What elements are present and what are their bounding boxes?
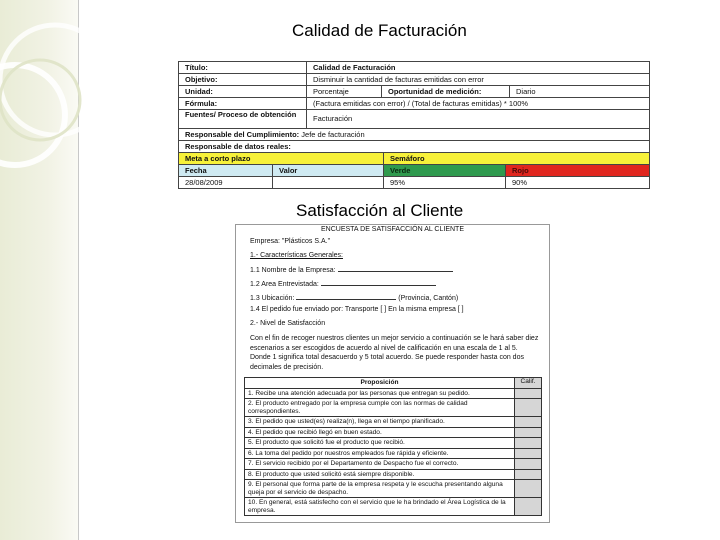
table-row [245, 497, 541, 515]
table-row [245, 458, 541, 469]
decorative-rings [0, 0, 150, 200]
verde-value: 95% [383, 177, 505, 188]
proposition-table [244, 377, 542, 516]
slide-title-billing: Calidad de Facturación [292, 21, 467, 40]
question-1-3 [250, 293, 458, 302]
row-value: Diario [509, 86, 650, 97]
question-1-3-options: (Provincia, Cantón) [398, 295, 459, 302]
table-row [178, 97, 650, 109]
row-label: Fórmula: [178, 98, 306, 109]
table-row [178, 85, 650, 97]
proposition-text: 10. En general, está satisfecho con el servicio que le ha brindado el Área Logística de la empresa. [248, 499, 506, 514]
table-row [178, 152, 650, 164]
question-1-1-label: 1.1 Nombre de la Empresa: [250, 267, 336, 274]
table-row [245, 469, 541, 480]
fecha-value: 28/08/2009 [178, 177, 272, 188]
table-row [245, 448, 541, 459]
table-row [178, 73, 650, 85]
proposition-text: 3. El pedido que usted(es) realiza(n), llega en el tiempo planificado. [248, 418, 445, 425]
proposition-text: 2. El producto entregado por la empresa cumple con las normas de calidad correspondientes. [248, 400, 468, 415]
survey-section-1: 1.- Características Generales: [250, 252, 343, 259]
company-name-field[interactable] [338, 265, 453, 272]
table-row [245, 427, 541, 438]
score-cell[interactable] [514, 428, 541, 438]
score-cell[interactable] [514, 480, 541, 497]
row-label: Título: [178, 62, 306, 73]
proposition-text: 8. El producto que usted solicitó está siempre disponible. [248, 470, 415, 478]
rojo-value: 90% [505, 177, 650, 188]
score-cell[interactable] [514, 449, 541, 459]
semaforo-label: Semáforo [383, 153, 650, 164]
row-value: Jefe de facturación [301, 130, 365, 139]
proposition-text: 9. El personal que forma parte de la empresa respeta y le escucha presentando alguna queja por el servicio de despacho. [248, 481, 503, 496]
survey-company: Empresa: "Plásticos S.A." [250, 238, 331, 245]
score-cell[interactable] [514, 459, 541, 469]
table-row [245, 388, 541, 399]
proposition-text: 4. El pedido que recibió llegó en buen estado. [248, 428, 382, 436]
score-cell[interactable] [514, 438, 541, 448]
row-value: Facturación [306, 110, 650, 128]
slide-title-satisfaction: Satisfacción al Cliente [296, 201, 464, 220]
rojo-header: Rojo [505, 165, 650, 176]
survey-section-2: 2.- Nivel de Satisfacción [250, 320, 326, 327]
fecha-header: Fecha [178, 165, 272, 176]
proposition-text: 1. Recibe una atención adecuada por las personas que entregan su pedido. [248, 389, 470, 397]
indicator-table [178, 61, 650, 189]
row-label: Responsable de datos reales: [178, 141, 650, 152]
row-value: Calidad de Facturación [306, 62, 650, 73]
meta-label: Meta a corto plazo [178, 153, 383, 164]
row-label [178, 129, 650, 140]
survey-form [235, 224, 550, 523]
table-row [245, 398, 541, 416]
score-cell[interactable] [514, 498, 541, 515]
table-row [178, 140, 650, 152]
question-1-3-label: 1.3 Ubicación: [250, 295, 295, 302]
table-row [178, 109, 650, 128]
row-label: Oportunidad de medición: [381, 86, 509, 97]
table-row [245, 437, 541, 448]
row-label-text: Responsable del Cumplimiento: [185, 130, 300, 139]
valor-value [272, 177, 383, 188]
table-row [245, 479, 541, 497]
row-label: Fuentes/ Proceso de obtención [178, 110, 306, 128]
row-value: (Factura emitidas con error) / (Total de facturas emitidas) * 100% [306, 98, 650, 109]
score-cell[interactable] [514, 399, 541, 416]
table-row [178, 128, 650, 140]
row-value: Porcentaje [306, 86, 381, 97]
proposition-table-header [245, 378, 541, 388]
calif-header: Calif. [514, 378, 541, 388]
question-1-4: 1.4 El pedido fue enviado por: Transporte [ ] En la misma empresa [ ] [250, 306, 464, 313]
row-value: Disminuir la cantidad de facturas emitidas con error [306, 74, 650, 85]
proposition-text: 6. La toma del pedido por nuestros empleados fue rápida y eficiente. [248, 449, 449, 457]
area-field[interactable] [321, 279, 436, 286]
table-row [178, 176, 650, 189]
valor-header: Valor [272, 165, 383, 176]
proposition-text: 7. El servicio recibido por el Departamento de Despacho fue el correcto. [248, 460, 459, 467]
location-field[interactable] [296, 293, 396, 300]
proposition-header: Proposición [360, 379, 399, 386]
score-cell[interactable] [514, 417, 541, 427]
row-label: Unidad: [178, 86, 306, 97]
score-cell[interactable] [514, 389, 541, 399]
score-cell[interactable] [514, 470, 541, 480]
table-row [245, 416, 541, 427]
row-label: Objetivo: [178, 74, 306, 85]
question-1-2 [250, 279, 436, 288]
proposition-text: 5. El producto que solicitó fue el producto que recibió. [248, 439, 405, 446]
survey-heading: ENCUESTA DE SATISFACCIÓN AL CLIENTE [320, 226, 464, 233]
survey-instructions: Con el fin de recoger nuestros clientes un mejor servicio a continuación se le hará saber diez escenarios a ser escogidos de acuerdo al nivel de calificación en una escala de 1 al 5. Donde 1 significa total desacuerdo y 5 total acuerdo. Se puede responder hasta con dos decimales de precisión. [250, 335, 539, 371]
question-1-2-label: 1.2 Area Entrevistada: [250, 281, 319, 288]
table-row [178, 61, 650, 73]
question-1-1 [250, 265, 453, 274]
verde-header: Verde [383, 165, 505, 176]
table-row [178, 164, 650, 176]
